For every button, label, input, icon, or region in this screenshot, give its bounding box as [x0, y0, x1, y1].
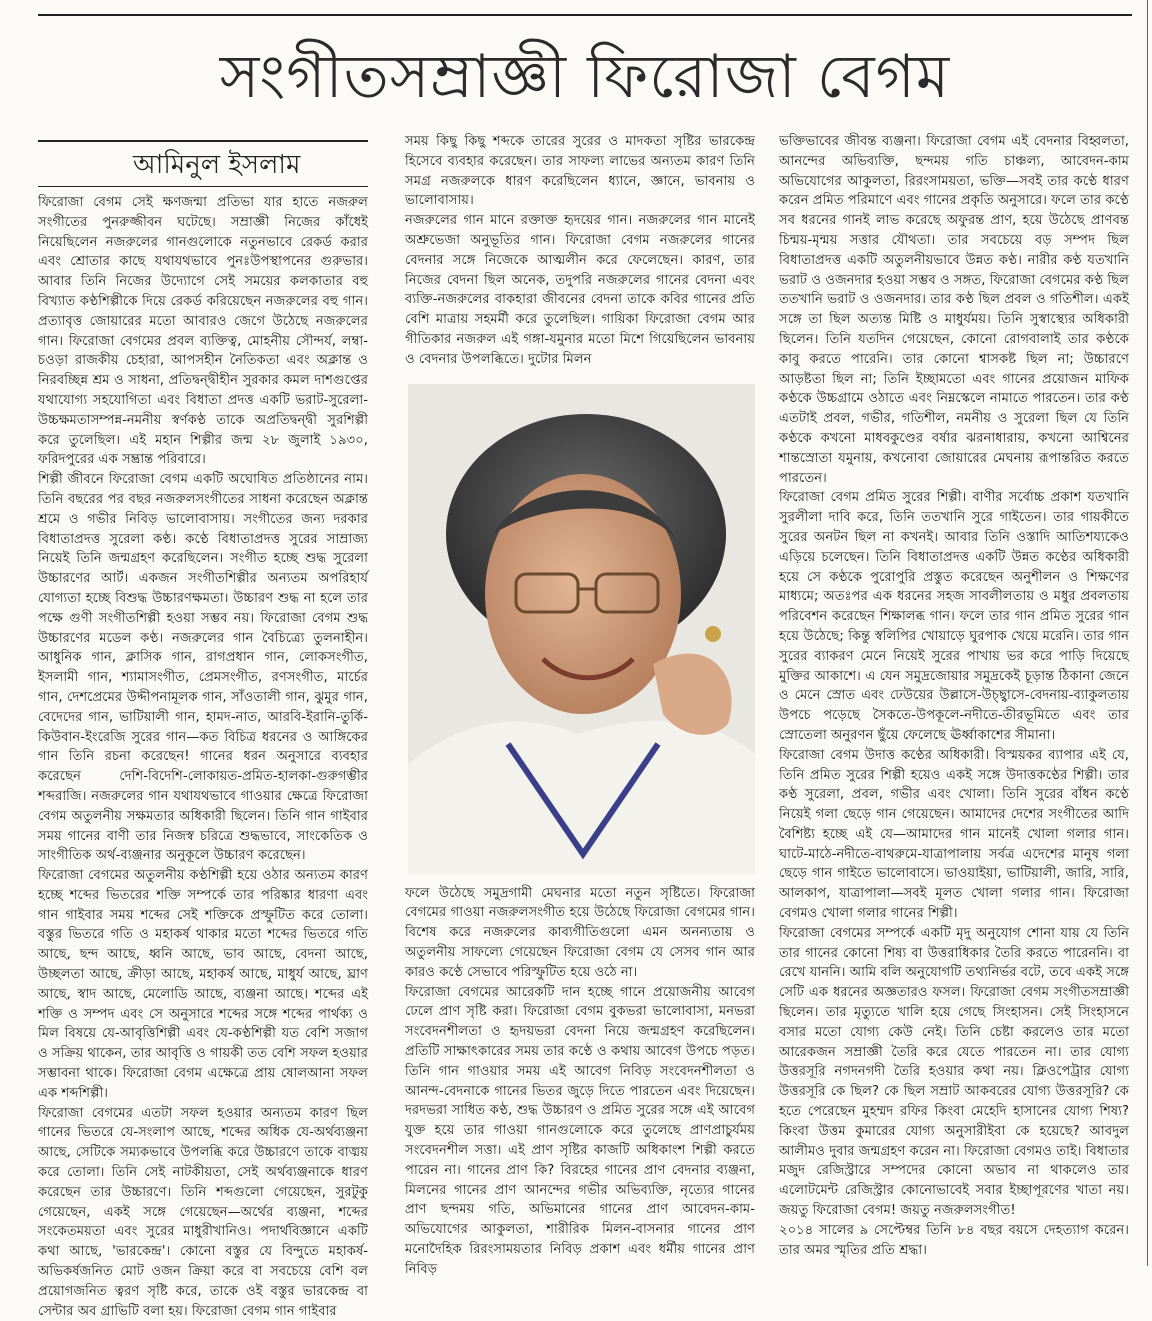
paragraph: নজরুলের গান মানে রক্তাক্ত হৃদয়ের গান। নজরুলের গান মানেই অশ্রুভেজা অনুভূতির গান। ফিরোজা বেগম নজরুলের গানের বেদনার সঙ্গে নিজেকে আত্মলীন করে ফেলেছেন। কারণ, তার নিজের বেদনা ছিল অনেক, তদুপরি নজরুলের গানের বেদনা এবং ব্যক্তি-নজরুলের বাকহারা জীবনের বেদনা তাকে কবির গানের প্রতি বেশি মাত্রায় সহমর্মী করে তুলেছিল। গায়িকা ফিরোজা বেগম আর গীতিকার নজরুল এই গঙ্গা-যমুনার মতো মিশে গিয়েছিলেন ভাবনায় ও বেদনার উপলব্ধিতে। দুটোর মিলন — [405, 213, 755, 367]
byline: আমিনুল ইসলাম — [133, 150, 301, 180]
paragraph: সময় কিছু কিছু শব্দকে তারের সুরের ও মাদকতা সৃষ্টির ভারকেন্দ্র হিসেবে ব্যবহার করেছেন। তার সাফল্য লাভের অন্যতম কারণ তিনি সমগ্র নজরুলকে ধারণ করেছিলেন ধ্যানে, জ্ঞানে, ভাবনায় ও ভালোবাসায়। — [405, 134, 755, 209]
paragraph: শিল্পী জীবনে ফিরোজা বেগম একটি অঘোষিত প্রতিষ্ঠানের নাম। তিনি বছরের পর বছর নজরুলসংগীতের সাধনা করেছেন অক্লান্ত শ্রমে ও গভীর নিবিড় ভালোবাসায়। সংগীতের জন্য দরকার বিধাতাপ্রদত্ত সুরেলা কণ্ঠ। কণ্ঠে বিধাতাপ্রদত্ত সুরের সাম্রাজ্য নিয়েই তিনি জন্মগ্রহণ করেছিলেন। সংগীত হচ্ছে শুদ্ধ সুরেলা উচ্চারণের আর্ট। একজন সংগীতশিল্পীর অন্যতম অপরিহার্য যোগ্যতা হচ্ছে বিশুদ্ধ উচ্চারণক্ষমতা। উচ্চারণ শুদ্ধ না হলে তার পক্ষে গুণী সংগীতশিল্পী হওয়া সম্ভব নয়। ফিরোজা বেগম শুদ্ধ উচ্চারণের মডেল কণ্ঠ। নজরুলের গান বৈচিত্র্যে তুলনাহীন। আধুনিক গান, ক্লাসিক গান, রাগপ্রধান গান, লোকসংগীত, ইসলামী গান, শ্যামাসংগীত, প্রেমসংগীত, রণসংগীত, মার্চের গান, দেশপ্রেমের উদ্দীপনামূলক গান, সাঁওতালী গান, ঝুমুর গান, বেদেদের গান, ভাটিয়ালী গান, হামদ-নাত, আরবি-ইরানি-তুর্কি-কিউবান-ইংরেজি সুরের গান—কত বিচিত্র ধরনের ও আঙ্গিকের গান তিনি রচনা করেছেন! গানের ধরন অনুসারে ব্যবহার করেছেন দেশি-বিদেশি-লোকায়ত-প্রমিত-হালকা-গুরুগম্ভীর শব্দরাজি। নজরুলের গান যথাযথভাবে গাওয়ার ক্ষেত্রে ফিরোজা বেগম অতুলনীয় সক্ষমতার অধিকারী ছিলেন। তিনি গান গাইবার সময় গানের বাণী তার নিজস্ব চরিত্রে শুদ্ধভাবে, সাংকেতিক ও সাংগীতিক অর্থ-ব্যঞ্জনার অনুকূলে উচ্চারণ করেছেন। — [38, 472, 368, 864]
top-rule — [38, 14, 1132, 16]
paragraph: ফিরোজা বেগমের আরেকটি দান হচ্ছে গানে প্রয়োজনীয় আবেগ ঢেলে প্রাণ সৃষ্টি করা। ফিরোজা বেগম বুকভরা ভালোবাসা, মনভরা সংবেদনশীলতা ও হৃদয়ভরা বেদনা নিয়ে জন্মগ্রহণ করেছিলেন। প্রতিটি সাক্ষাৎকারের সময় তার কণ্ঠে ও কথায় আবেগ উপচে পড়ত। তিনি গান গাওয়ার সময় এই আবেগ নিবিড় সংবেদনশীলতা ও আনন্দ-বেদনাকে গানের ভিতর জুড়ে দিতে পারতেন এবং দিয়েছেন। দরদভরা সাধিত কণ্ঠ, শুদ্ধ উচ্চারণ ও প্রমিত সুরের সঙ্গে এই আবেগ যুক্ত হয়ে তার গাওয়া গানগুলোকে করে তুলেছে প্রাণপ্রাচুর্যময় সংবেদনশীল সত্তা। এই প্রাণ সৃষ্টির কাজটি অধিকাংশ শিল্পী করতে পারেন না। গানের প্রাণ কি? বিরহের গানের প্রাণ বেদনার ব্যঞ্জনা, মিলনের গানের প্রাণ আনন্দের গভীর অভিব্যক্তি, নৃত্যের গানের প্রাণ ছন্দময় গতি, অভিমানের গানের প্রাণ আবেদন-কাম-অভিযোগের আকুলতা, শারীরিক মিলন-বাসনার গানের প্রাণ মনোদৈহিক রিরংসাময়তার নিবিড় প্রকাশ এবং ধর্মীয় গানের প্রাণ নিবিড় — [405, 984, 755, 1277]
paragraph: ফিরোজা বেগমের এতটা সফল হওয়ার অন্যতম কারণ ছিল গানের ভিতরে যে-সংলাপ আছে, শব্দের অধিক যে-অর্থব্যঞ্জনা আছে, সেটিকে সম্যকভাবে উপলব্ধি করে উচ্চারণে তাকে বাঙ্ময় করে তোলা। তিনি সেই নাটকীয়তা, সেই অর্থব্যঞ্জনাকে ধারণ করেছেন তার উচ্চারণে। তিনি শব্দগুলো গেয়েছেন, সুরটুকু গেয়েছেন, একই সঙ্গে গেয়েছেন—অর্থের ব্যঞ্জনা, শব্দের সংকেতময়তা এবং সুরের মাধুরীখানিও। পদার্থবিজ্ঞানে একটি কথা আছে, 'ভারকেন্দ্র'। কোনো বস্তুর যে বিন্দুতে মহাকর্ষ-অভিকর্ষজনিত মোট ওজন ক্রিয়া করে বা সবচেয়ে বেশি বল প্রয়োগজনিত ত্বরণ সৃষ্টি করে, তাকে ওই বস্তুর ভারকেন্দ্র বা সেন্টার অব গ্রাভিটি বলা হয়। ফিরোজা বেগম গান গাইবার — [38, 1105, 368, 1319]
paragraph: ভক্তিভাবের জীবন্ত ব্যঞ্জনা। ফিরোজা বেগম এই বেদনার বিহ্বলতা, আনন্দের অভিব্যক্তি, ছন্দময় গতি চাঞ্চল্য, আবেদন-কাম অভিযোগের আকুলতা, রিরংসাময়তা, ভক্তি—সবই তার কণ্ঠে ধারণ করেন প্রমিত পরিমাণে এবং গানের প্রকৃতি অনুসারে। ফলে তার কণ্ঠে সব ধরনের গানই লাভ করেছে অফুরন্ত প্রাণ, হয়ে উঠেছে প্রাণবন্ত চিন্ময়-মৃন্ময় সত্তার যৌথতা। তার সবচেয়ে বড় সম্পদ ছিল বিধাতাপ্রদত্ত একটি অতুলনীয়ভাবে উন্নত কণ্ঠ। নারীর কণ্ঠ যতখানি ভরাট ও ওজনদার হওয়া সম্ভব ও সঙ্গত, ফিরোজা বেগমের কণ্ঠ ছিল ততখানি ভরাট ও ওজনদার। তার কণ্ঠ ছিল প্রবল ও গতিশীল। একই সঙ্গে তা ছিল অত্যন্ত মিষ্টি ও মাধুর্যময়। তিনি সুস্বাস্থ্যের অধিকারী ছিলেন। তিনি যতদিন গেয়েছেন, কোনো রোগবালাই তার কণ্ঠকে কাবু করতে পারেনি। তার কোনো শ্বাসকষ্ট ছিল না; উচ্চারণে আড়ষ্টতা ছিল না; তিনি ইচ্ছামতো এবং গানের প্রয়োজন মাফিক কণ্ঠকে উচ্চগ্রামে ওঠাতে এবং নিম্নস্কেলে নামাতে পারতেন। তার কণ্ঠ এতটাই প্রবল, গভীর, গতিশীল, নমনীয় ও সুরেলা ছিল যে তিনি কণ্ঠকে কখনো মাধবকুণ্ডের বর্ষার ঝরনাধারায়, কখনো আশ্বিনের শান্তস্রোতা যমুনায়, কখনোবা জোয়ারের মেঘনায় রূপান্তরিত করতে পারতেন। — [779, 134, 1129, 486]
article-column-2 — [405, 132, 755, 1277]
paragraph: ২০১৪ সালের ৯ সেপ্টেম্বর তিনি ৮৪ বছর বয়সে দেহত্যাগ করেন। তার অমর স্মৃতির প্রতি শ্রদ্ধা। — [779, 1222, 1129, 1258]
headline: সংগীতসম্রাজ্ঞী ফিরোজা বেগম — [219, 42, 951, 112]
portrait-photo — [408, 384, 755, 874]
paragraph: ফিরোজা বেগমের সম্পর্কে একটি মৃদু অনুযোগ শোনা যায় যে তিনি তার গানের কোনো শিষ্য বা উত্তরাধিকার তৈরি করতে পারেননি। বা রেখে যাননি। আমি বলি অনুযোগটি তথ্যনির্ভর বটে, তবে একই সঙ্গে সেটি এক ধরনের অজ্ঞতারও ফসল। ফিরোজা বেগম সংগীতসম্রাজ্ঞী ছিলেন। তার মৃত্যুতে খালি হয়ে গেছে সিংহাসন। সেই সিংহাসনে বসার মতো যোগ্য কেউ নেই। তিনি চেষ্টা করলেও তার মতো আরেকজন সম্রাজ্ঞী তৈরি করে যেতে পারতেন না। তার যোগ্য উত্তরসূরি নগদনগদী তৈরি হওয়ার কথা নয়। ক্লিওপেট্রার যোগ্য উত্তরসূরি কে ছিল? কে ছিল সম্রাট আকবরের যোগ্য উত্তরসূরি? কে হতে পেরেছেন মুহম্মদ রফির কিংবা মেহেদি হাসানের যোগ্য শিষ্য? কিংবা উত্তম কুমারের যোগ্য অনুসারীইবা কে হয়েছে? আবদুল আলীমও দুবার জন্মগ্রহণ করেন না। ফিরোজা বেগমও তাই। বিধাতার মজুদ রেজিস্ট্রারে সম্পদের কোনো অভাব না থাকলেও তার এলোটমেন্ট রেজিস্ট্রার কোনোভাবেই সবার ইচ্ছাপূরণের খাতা নয়। জয়তু ফিরোজা বেগম! জয়তু নজরুলসংগীত! — [779, 925, 1129, 1219]
article-column-1 — [38, 132, 368, 1319]
portrait-photo-icon — [408, 384, 755, 874]
paragraph: ফিরোজা বেগমের অতুলনীয় কণ্ঠশিল্পী হয়ে ওঠার অন্যতম কারণ হচ্ছে শব্দের ভিতরের শক্তি সম্পর্কে তার পরিষ্কার ধারণা এবং গান গাইবার সময় শব্দের সেই শক্তিকে প্রস্ফুটিত করে তোলা। বস্তুর ভিতরে গতি ও মহাকর্ষ থাকার মতো শব্দের ভিতরে গতি আছে, ছন্দ আছে, ধ্বনি আছে, ভাব আছে, বেদনা আছে, উচ্ছলতা আছে, ক্রীড়া আছে, মহাকর্ষ আছে, মাধুর্য আছে, ঘ্রাণ আছে, স্বাদ আছে, মেলোডি আছে, ব্যঞ্জনা আছে। শব্দের এই শক্তি ও সম্পদ এবং সে অনুসারে শব্দের সঙ্গে শব্দের পার্থক্য ও মিল বিষয়ে যে-আবৃত্তিশিল্পী এবং যে-কণ্ঠশিল্পী যত বেশি সজাগ ও সক্রিয় থাকেন, তার আবৃত্তি ও গায়কী তত বেশি সফল হওয়ার সম্ভাবনা থাকে। ফিরোজা বেগম এক্ষেত্রে প্রায় ষোলআনা সফল এক শব্দশিল্পী। — [38, 868, 368, 1101]
article-column-3 — [779, 132, 1129, 1258]
paragraph: ফিরোজা বেগম উদাত্ত কণ্ঠের অধিকারী। বিস্ময়কর ব্যাপার এই যে, তিনি প্রমিত সুরের শিল্পী হয়েও একই সঙ্গে উদাত্তকণ্ঠের শিল্পী। তার কণ্ঠ সুরেলা, প্রবল, গভীর এবং খোলা। তিনি সুরের বাঁধন কণ্ঠে নিয়েই গলা ছেড়ে গান গেয়েছেন। আমাদের দেশের সংগীতের আদি বৈশিষ্ট্য হচ্ছে এই যে—আমাদের গান মানেই খোলা গলার গান। ঘাটে-মাঠে-নদীতে-বাথরুমে-যাত্রাপালায় সর্বত্র এদেশের মানুষ গলা ছেড়ে গান গাইতে ভালোবাসে। ভাওয়াইয়া, ভাটিয়ালী, জারি, সারি, আলকাপ, যাত্রাপালা—সবই মূলত খোলা গলার গান। ফিরোজা বেগমও খোলা গলার গানের শিল্পী। — [779, 747, 1129, 922]
paragraph: ফিরোজা বেগম সেই ক্ষণজন্মা প্রতিভা যার হাতে নজরুল সংগীতের পুনরুজ্জীবন ঘটেছে। সম্রাজ্ঞী নিজের কাঁধেই নিয়েছিলেন নজরুলের গানগুলোকে নতুনভাবে রেকর্ড করার এবং শ্রোতার কাছে যথাযথভাবে পুনঃউপস্থাপনের গুরুভার। আবার তিনি নিজের উদ্যোগে সেই সময়ের কলকাতার বহু বিখ্যাত কণ্ঠশিল্পীকে দিয়ে রেকর্ড করিয়েছেন নজরুলের বহু গান। প্রত্যাবৃত্ত জোয়ারের মতো আবারও জেগে উঠেছে নজরুলের গান। ফিরোজা বেগমের প্রবল ব্যক্তিত্ব, মোহনীয় সৌন্দর্য, লম্বা-চওড়া রাজকীয় চেহারা, আপসহীন নৈতিকতা এবং অক্লান্ত ও নিরবচ্ছিন্ন শ্রম ও সাধনা, প্রতিদ্বন্দ্বীহীন সুরকার কমল দাশগুপ্তের যথাযোগ্য সহযোগিতা এবং বিধাতা প্রদত্ত একটি ভরাট-সুরেলা-উচ্চক্ষমতাসম্পন্ন-নমনীয় স্বর্ণকণ্ঠ তাকে অপ্রতিদ্বন্দ্বী সুরশিল্পী করে তুলেছিল। এই মহান শিল্পীর জন্ম ২৮ জুলাই ১৯৩০, ফরিদপুরের এক সম্ভ্রান্ত পরিবারে। — [38, 195, 368, 468]
page-edge-line — [1147, 0, 1148, 1266]
paragraph: ফিরোজা বেগম প্রমিত সুরের শিল্পী। বাণীর সর্বোচ্চ প্রকাশ যতখানি সুরলীলা দাবি করে, তিনি ততখানি সুরে গাইতেন। তার গায়কীতে সুরের অনটন ছিল না কখনই। আবার তিনি ওস্তাদি আতিশয্যকেও এড়িয়ে চলেছেন। তিনি বিধাতাপ্রদত্ত একটি উন্নত কণ্ঠের অধিকারী হয়ে সে কণ্ঠকে পুরোপুরি প্রস্তুত করেছেন অনুশীলন ও শিক্ষণের মাধ্যমে; অতঃপর এক ধরনের সহজ সাবলীলতায় ও মধুর প্রবলতায় পরিবেশন করেছেন শিক্ষালব্ধ গান। ফলে তার গান প্রমিত সুরের গান হয়ে উঠেছে; কিন্তু স্বলিপির খোয়াড়ে ঘুরপাক খেয়ে মরেনি। তার গান সুরের ব্যাকরণ মেনে নিয়েই সুরের পাখায় ভর করে পাড়ি দিয়েছে মুক্তির আকাশে। এ যেন সমুদ্রজোয়ার সমুদ্রকেই চূড়ান্ত ঠিকানা জেনে ও মেনে স্রোত এবং ঢেউয়ের উল্লাসে-উচ্ছ্বাসে-বেদনায়-ব্যাকুলতায় উপচে পড়েছে সৈকতে-উপকূলে-নদীতে-তীরভূমিতে এবং তার স্রোতেলা অনুরণন ছুঁয়ে ফেলেছে ঊর্ধ্বাকাশের সীমানা। — [779, 490, 1129, 743]
paragraph: ফলে উঠেছে সমুদ্রগামী মেঘনার মতো নতুন সৃষ্টিতে। ফিরোজা বেগমের গাওয়া নজরুলসংগীত হয়ে উঠেছে ফিরোজা বেগমের গান। বিশেষ করে নজরুলের কাব্যগীতিগুলো এমন অনন্যতায় ও অতুলনীয় সাফল্যে গেয়েছেন ফিরোজা বেগম যে সেসব গান আর কারও কণ্ঠে সেভাবে পরিস্ফুটিত হয়ে ওঠে না। — [405, 885, 755, 980]
byline-bottom-rule — [38, 186, 368, 187]
